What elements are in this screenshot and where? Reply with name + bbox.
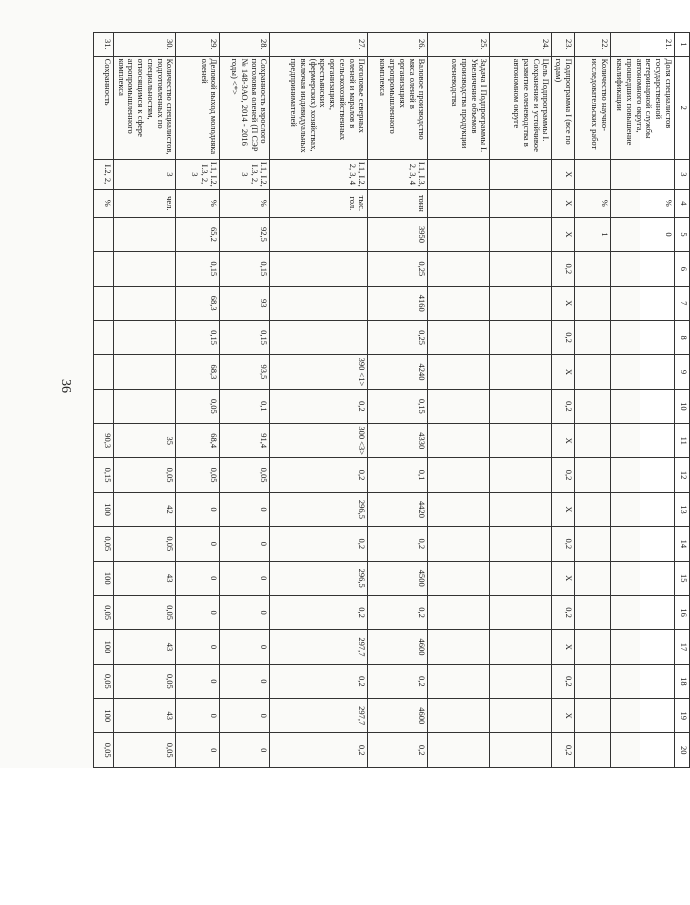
table-cell bbox=[611, 424, 675, 458]
table-cell: 68,4 bbox=[176, 424, 220, 458]
table-cell: 0,05 bbox=[94, 595, 114, 629]
table-cell bbox=[428, 733, 490, 768]
table-cell: 1 bbox=[575, 217, 611, 251]
table-cell: 0,05 bbox=[176, 458, 220, 492]
table-cell bbox=[575, 286, 611, 320]
table-cell bbox=[428, 595, 490, 629]
indicator-name-cell: Количество специалистов, подготовленных по специальностям, относящимся к сфере агропромышленного комплекса bbox=[114, 56, 176, 159]
table-row bbox=[575, 33, 611, 768]
table-cell: 29. bbox=[176, 33, 220, 57]
header-cell: 18 bbox=[675, 664, 690, 698]
table-cell bbox=[490, 561, 552, 595]
header-cell: 3 bbox=[675, 159, 690, 189]
table-cell: X bbox=[552, 189, 575, 217]
table-cell: 22. bbox=[575, 33, 611, 57]
table-cell: 296,5 bbox=[270, 561, 368, 595]
header-cell: 11 bbox=[675, 424, 690, 458]
table-cell: 0,05 bbox=[220, 458, 270, 492]
table-cell bbox=[575, 527, 611, 561]
header-cell: 12 bbox=[675, 458, 690, 492]
header-row bbox=[675, 33, 690, 768]
table-cell: 0,2 bbox=[368, 664, 428, 698]
table-cell bbox=[114, 355, 176, 389]
table-cell: тонн bbox=[368, 189, 428, 217]
table-cell: 0 bbox=[176, 492, 220, 526]
table-cell: % bbox=[94, 189, 114, 217]
table-cell: 0,05 bbox=[94, 664, 114, 698]
table-cell: 0 bbox=[176, 595, 220, 629]
table-cell: 68,3 bbox=[176, 355, 220, 389]
table-cell: 3950 bbox=[368, 217, 428, 251]
table-cell bbox=[114, 320, 176, 354]
indicator-name-cell: Цель Подпрограммы I. Сохранение и устойчивое развитие оленеводства в автономном округе bbox=[490, 56, 552, 159]
table-cell: 43 bbox=[114, 699, 176, 733]
table-cell: 4330 bbox=[368, 424, 428, 458]
header-cell: 8 bbox=[675, 320, 690, 354]
table-cell bbox=[270, 320, 368, 354]
table-cell: 0,2 bbox=[552, 252, 575, 286]
table-cell bbox=[428, 458, 490, 492]
table-cell bbox=[428, 355, 490, 389]
table-cell bbox=[575, 492, 611, 526]
table-cell bbox=[428, 189, 490, 217]
table-cell: 0 bbox=[220, 664, 270, 698]
table-cell bbox=[114, 286, 176, 320]
table-cell: 26. bbox=[368, 33, 428, 57]
table-cell bbox=[611, 458, 675, 492]
table-cell bbox=[428, 159, 490, 189]
table-row bbox=[220, 33, 270, 768]
indicator-name-cell: Сохранность взрослого поголовья оленей (П СЭР № 148-ЗАО, 2014 - 2016 годы) <*> bbox=[220, 56, 270, 159]
table-cell bbox=[575, 664, 611, 698]
table-cell bbox=[575, 630, 611, 664]
table-cell: 0,15 bbox=[220, 252, 270, 286]
table-cell: X bbox=[552, 159, 575, 189]
table-cell: 0 bbox=[220, 561, 270, 595]
table-cell: 0 bbox=[176, 699, 220, 733]
table-cell: 43 bbox=[114, 561, 176, 595]
table-cell bbox=[490, 159, 552, 189]
table-cell: 0,2 bbox=[270, 595, 368, 629]
table-cell bbox=[94, 355, 114, 389]
indicator-name-cell: Валовое производство мяса оленей в организациях агропромышленного комплекса bbox=[368, 56, 428, 159]
header-cell: 1 bbox=[675, 33, 690, 57]
table-cell: 0 bbox=[220, 699, 270, 733]
table-cell: 43 bbox=[114, 630, 176, 664]
table-cell bbox=[114, 217, 176, 251]
table-cell: 93,5 bbox=[220, 355, 270, 389]
table-cell bbox=[490, 389, 552, 423]
table-cell: 4240 bbox=[368, 355, 428, 389]
table-cell: 3 bbox=[114, 159, 176, 189]
table-cell: 100 bbox=[94, 699, 114, 733]
table-cell: 35 bbox=[114, 424, 176, 458]
table-cell bbox=[490, 355, 552, 389]
indicator-name-cell: Задача I Подпрограммы I. Увеличение объемов производства продукции оленеводства bbox=[428, 56, 490, 159]
table-cell: 65,2 bbox=[176, 217, 220, 251]
table-cell bbox=[490, 320, 552, 354]
table-cell bbox=[490, 252, 552, 286]
table-cell bbox=[611, 595, 675, 629]
header-cell: 4 bbox=[675, 189, 690, 217]
table-cell: X bbox=[552, 492, 575, 526]
table-cell bbox=[490, 189, 552, 217]
table-cell: 25. bbox=[428, 33, 490, 57]
table-cell bbox=[575, 458, 611, 492]
table-cell: 0 bbox=[176, 733, 220, 768]
table-cell bbox=[270, 217, 368, 251]
table-cell bbox=[611, 286, 675, 320]
table-cell: X bbox=[552, 355, 575, 389]
table-cell bbox=[490, 217, 552, 251]
header-cell: 14 bbox=[675, 527, 690, 561]
table-cell bbox=[428, 664, 490, 698]
table-cell bbox=[428, 389, 490, 423]
table-cell: 0,15 bbox=[368, 389, 428, 423]
table-cell: 68,3 bbox=[176, 286, 220, 320]
table-cell: 0,15 bbox=[176, 320, 220, 354]
table-cell: чел. bbox=[114, 189, 176, 217]
header-cell: 15 bbox=[675, 561, 690, 595]
table-cell bbox=[428, 286, 490, 320]
table-cell: 0 bbox=[176, 664, 220, 698]
indicator-name-cell: Сохранность bbox=[94, 56, 114, 159]
table-cell: тыс. гол. bbox=[270, 189, 368, 217]
table-cell bbox=[611, 664, 675, 698]
table-cell: 0 bbox=[611, 217, 675, 251]
blank-area bbox=[0, 768, 640, 905]
header-cell: 20 bbox=[675, 733, 690, 768]
table-body bbox=[94, 33, 675, 768]
table-cell bbox=[490, 527, 552, 561]
table-cell: 0,2 bbox=[552, 527, 575, 561]
table-cell: 0,05 bbox=[114, 595, 176, 629]
table-cell bbox=[575, 159, 611, 189]
table-cell: 0,2 bbox=[270, 527, 368, 561]
table-cell: 93 bbox=[220, 286, 270, 320]
table-cell: 23. bbox=[552, 33, 575, 57]
table-cell bbox=[114, 252, 176, 286]
table-cell bbox=[575, 389, 611, 423]
table-cell bbox=[94, 286, 114, 320]
table-cell bbox=[428, 492, 490, 526]
header-cell: 5 bbox=[675, 217, 690, 251]
rotated-table-container bbox=[103, 32, 690, 768]
table-cell bbox=[270, 252, 368, 286]
table-cell: 100 bbox=[94, 492, 114, 526]
table-cell bbox=[575, 561, 611, 595]
table-cell bbox=[490, 733, 552, 768]
table-cell: 27. bbox=[270, 33, 368, 57]
table-cell: 0,2 bbox=[368, 527, 428, 561]
table-cell: % bbox=[575, 189, 611, 217]
table-cell: I.1, I.2, I.3, 2, 3 bbox=[220, 159, 270, 189]
header-cell: 16 bbox=[675, 595, 690, 629]
table-cell: 0,1 bbox=[220, 389, 270, 423]
table-row bbox=[611, 33, 675, 768]
table-cell: 297,7 bbox=[270, 699, 368, 733]
table-cell bbox=[611, 699, 675, 733]
table-cell bbox=[428, 320, 490, 354]
table-row bbox=[270, 33, 368, 768]
table-cell: 300 <3> bbox=[270, 424, 368, 458]
header-cell: 13 bbox=[675, 492, 690, 526]
table-cell: 0 bbox=[220, 492, 270, 526]
table-cell: 0,2 bbox=[368, 733, 428, 768]
table-cell: 0,2 bbox=[552, 664, 575, 698]
table-row bbox=[176, 33, 220, 768]
table-cell bbox=[611, 630, 675, 664]
table-cell: 0 bbox=[220, 595, 270, 629]
table-cell: 4500 bbox=[368, 561, 428, 595]
table-cell: % bbox=[611, 189, 675, 217]
table-row bbox=[552, 33, 575, 768]
table-cell bbox=[94, 217, 114, 251]
table-cell: 0,05 bbox=[94, 527, 114, 561]
table-cell: % bbox=[220, 189, 270, 217]
table-cell: 21. bbox=[611, 33, 675, 57]
table-cell: 0,15 bbox=[220, 320, 270, 354]
table-cell: 0,15 bbox=[94, 458, 114, 492]
table-cell bbox=[611, 389, 675, 423]
table-cell: 0,05 bbox=[114, 458, 176, 492]
table-cell bbox=[428, 424, 490, 458]
table-cell bbox=[575, 699, 611, 733]
table-cell: 296,5 bbox=[270, 492, 368, 526]
table-cell: I.1, I.3, 2, 3, 4 bbox=[368, 159, 428, 189]
table-cell: 0,05 bbox=[176, 389, 220, 423]
table-row bbox=[114, 33, 176, 768]
table-cell: 91,4 bbox=[220, 424, 270, 458]
table-cell: 42 bbox=[114, 492, 176, 526]
table-cell: 0 bbox=[220, 630, 270, 664]
table-cell: X bbox=[552, 424, 575, 458]
table-row bbox=[94, 33, 114, 768]
table-cell: 0,2 bbox=[270, 389, 368, 423]
table-cell bbox=[94, 252, 114, 286]
table-cell bbox=[94, 320, 114, 354]
table-cell: 0,25 bbox=[368, 252, 428, 286]
table-cell bbox=[490, 286, 552, 320]
table-cell bbox=[490, 492, 552, 526]
table-cell bbox=[428, 217, 490, 251]
table-cell: 0 bbox=[176, 527, 220, 561]
table-cell bbox=[114, 389, 176, 423]
table-row bbox=[368, 33, 428, 768]
page-number: 36 bbox=[58, 379, 73, 393]
indicator-name-cell: Количество научно-исследовательских работ bbox=[575, 56, 611, 159]
header-cell: 9 bbox=[675, 355, 690, 389]
header-cell: 6 bbox=[675, 252, 690, 286]
table-cell bbox=[611, 492, 675, 526]
table-cell bbox=[490, 595, 552, 629]
table-cell: 100 bbox=[94, 630, 114, 664]
table-cell bbox=[575, 355, 611, 389]
table-cell: X bbox=[552, 286, 575, 320]
table-cell: 0,2 bbox=[552, 458, 575, 492]
table-cell: X bbox=[552, 630, 575, 664]
table-cell: 0,2 bbox=[552, 595, 575, 629]
indicator-name-cell: Поголовье северных оленей и маралов в сельскохозяйственных организациях, крестьянских (фермерских) хозяйствах, включая индивидуальных предпринимателей bbox=[270, 56, 368, 159]
table-cell bbox=[611, 320, 675, 354]
table-cell: 0,2 bbox=[270, 664, 368, 698]
indicator-name-cell: Деловой выход молодняка оленей bbox=[176, 56, 220, 159]
table-cell bbox=[270, 286, 368, 320]
table-cell: 0,05 bbox=[114, 664, 176, 698]
table-cell: X bbox=[552, 217, 575, 251]
table-cell: 0,05 bbox=[94, 733, 114, 768]
table-cell bbox=[611, 561, 675, 595]
header-cell: 19 bbox=[675, 699, 690, 733]
table-cell: 90,3 bbox=[94, 424, 114, 458]
table-cell bbox=[575, 595, 611, 629]
header-cell: 17 bbox=[675, 630, 690, 664]
table-cell bbox=[611, 733, 675, 768]
table-cell: 390 <1> bbox=[270, 355, 368, 389]
table-cell bbox=[575, 320, 611, 354]
header-cell: 10 bbox=[675, 389, 690, 423]
table-cell bbox=[575, 424, 611, 458]
table-cell: 0,05 bbox=[114, 527, 176, 561]
table-cell: 0,2 bbox=[270, 458, 368, 492]
indicator-name-cell: Подпрограмма I (все по годам) bbox=[552, 56, 575, 159]
table-cell bbox=[575, 252, 611, 286]
table-cell bbox=[490, 630, 552, 664]
table-cell: % bbox=[176, 189, 220, 217]
table-cell bbox=[490, 664, 552, 698]
table-cell: 4420 bbox=[368, 492, 428, 526]
table-cell bbox=[94, 389, 114, 423]
table-cell bbox=[428, 527, 490, 561]
table-cell: 30. bbox=[114, 33, 176, 57]
indicators-table bbox=[93, 32, 690, 768]
table-cell: I.2, 2, bbox=[94, 159, 114, 189]
table-cell: 4600 bbox=[368, 699, 428, 733]
table-cell: 0,1 bbox=[368, 458, 428, 492]
table-cell: 0,2 bbox=[552, 320, 575, 354]
table-cell: 0,2 bbox=[270, 733, 368, 768]
table-cell bbox=[611, 252, 675, 286]
table-cell: 0,15 bbox=[176, 252, 220, 286]
table-cell bbox=[428, 699, 490, 733]
indicator-name-cell: Доля специалистов государственной ветеринарной службы автономного округа, прошедших повышение квалификации bbox=[611, 56, 675, 159]
table-cell: 0,2 bbox=[552, 733, 575, 768]
table-cell: 0 bbox=[220, 733, 270, 768]
table-row bbox=[428, 33, 490, 768]
table-cell bbox=[490, 699, 552, 733]
table-cell bbox=[611, 355, 675, 389]
table-cell: X bbox=[552, 561, 575, 595]
table-cell: 100 bbox=[94, 561, 114, 595]
table-cell: 0,2 bbox=[552, 389, 575, 423]
table-cell: 0,2 bbox=[368, 595, 428, 629]
table-cell: 297,7 bbox=[270, 630, 368, 664]
table-cell: I.1, I.2, 2, 3, 4 bbox=[270, 159, 368, 189]
header-cell: 7 bbox=[675, 286, 690, 320]
table-cell bbox=[490, 458, 552, 492]
table-cell: 31. bbox=[94, 33, 114, 57]
table-cell: 0,05 bbox=[114, 733, 176, 768]
table-cell bbox=[428, 252, 490, 286]
table-cell bbox=[611, 159, 675, 189]
table-cell bbox=[428, 630, 490, 664]
table-cell: 0 bbox=[176, 630, 220, 664]
table-cell bbox=[428, 561, 490, 595]
table-cell bbox=[575, 733, 611, 768]
table-cell: 0 bbox=[176, 561, 220, 595]
table-row bbox=[490, 33, 552, 768]
table-cell: 28. bbox=[220, 33, 270, 57]
table-cell bbox=[611, 527, 675, 561]
table-cell bbox=[490, 424, 552, 458]
table-cell: 92,5 bbox=[220, 217, 270, 251]
header-cell: 2 bbox=[675, 56, 690, 159]
table-cell: 0 bbox=[220, 527, 270, 561]
table-cell: X bbox=[552, 699, 575, 733]
table-cell: I.1, I.2, I.3, 2, 3 bbox=[176, 159, 220, 189]
table-cell: 4600 bbox=[368, 630, 428, 664]
table-cell: 0,25 bbox=[368, 320, 428, 354]
table-cell: 4160 bbox=[368, 286, 428, 320]
table-cell: 24. bbox=[490, 33, 552, 57]
